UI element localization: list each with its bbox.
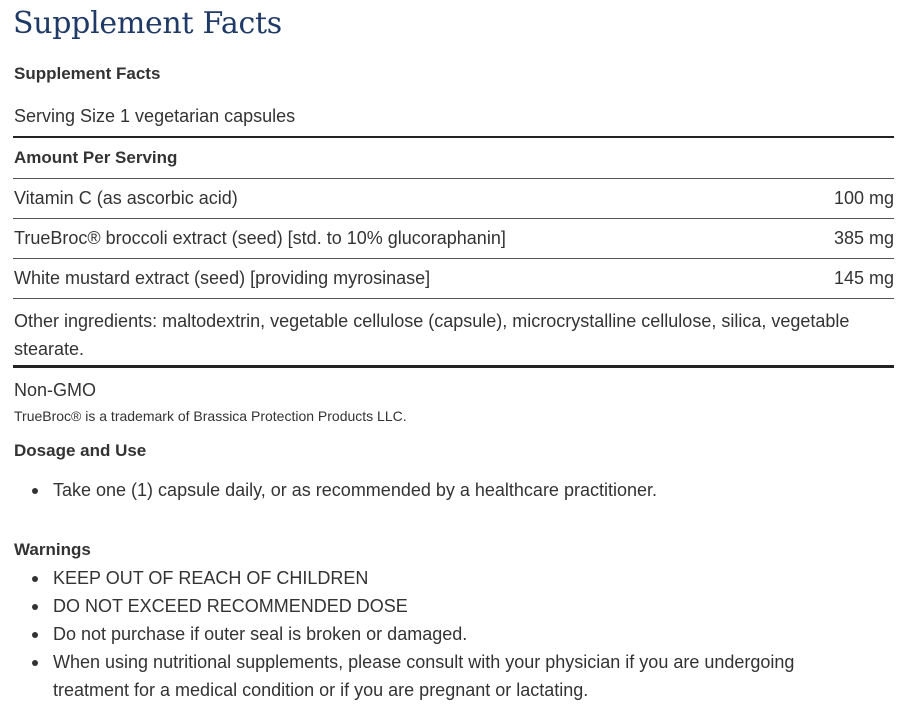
bullet-icon bbox=[32, 632, 38, 638]
serving-size: Serving Size 1 vegetarian capsules bbox=[14, 106, 296, 126]
bullet-icon bbox=[32, 576, 38, 582]
table-row bbox=[13, 179, 894, 218]
ingredient-amount: 385 mg bbox=[833, 228, 894, 248]
ingredient-name: White mustard extract (seed) [providing myrosinase] bbox=[14, 268, 431, 288]
dosage-list bbox=[32, 476, 832, 504]
table-header-row bbox=[13, 138, 894, 178]
warning-text: DO NOT EXCEED RECOMMENDED DOSE bbox=[53, 596, 408, 616]
list-item bbox=[32, 592, 832, 620]
warning-text: Do not purchase if outer seal is broken or damaged. bbox=[53, 624, 468, 644]
ingredient-name: Vitamin C (as ascorbic acid) bbox=[14, 188, 238, 208]
list-item bbox=[32, 564, 832, 592]
supplement-facts-table bbox=[13, 136, 894, 368]
warning-text: KEEP OUT OF REACH OF CHILDREN bbox=[53, 568, 369, 588]
table-row bbox=[13, 219, 894, 258]
non-gmo-label: Non-GMO bbox=[14, 380, 97, 400]
table-row bbox=[13, 259, 894, 298]
bullet-icon bbox=[32, 604, 38, 610]
list-item bbox=[32, 648, 832, 704]
ingredient-name: TrueBroc® broccoli extract (seed) [std. to 10% glucoraphanin] bbox=[14, 228, 506, 248]
ingredient-amount: 145 mg bbox=[833, 268, 894, 288]
dosage-heading: Dosage and Use bbox=[14, 441, 147, 460]
table-bottom-rule bbox=[13, 365, 894, 368]
supplement-facts-heading: Supplement Facts bbox=[14, 64, 161, 83]
warning-text: When using nutritional supplements, please consult with your physician if you are undergoing treatment for a medical condition or if you are pregnant or lactating. bbox=[53, 652, 795, 700]
ingredient-amount: 100 mg bbox=[833, 188, 894, 208]
amount-per-serving-label: Amount Per Serving bbox=[14, 148, 178, 167]
list-item bbox=[32, 476, 832, 504]
other-ingredients: Other ingredients: maltodextrin, vegetable cellulose (capsule), microcrystalline cellulose, silica, vegetable stearate. bbox=[14, 311, 850, 359]
warnings-heading: Warnings bbox=[14, 540, 91, 559]
warnings-list bbox=[32, 564, 832, 704]
bullet-icon bbox=[32, 660, 38, 666]
list-item bbox=[32, 620, 832, 648]
dosage-text: Take one (1) capsule daily, or as recommended by a healthcare practitioner. bbox=[53, 480, 657, 500]
bullet-icon bbox=[32, 488, 38, 494]
page-title: Supplement Facts bbox=[13, 6, 282, 41]
trademark-note: TrueBroc® is a trademark of Brassica Protection Products LLC. bbox=[14, 408, 407, 424]
